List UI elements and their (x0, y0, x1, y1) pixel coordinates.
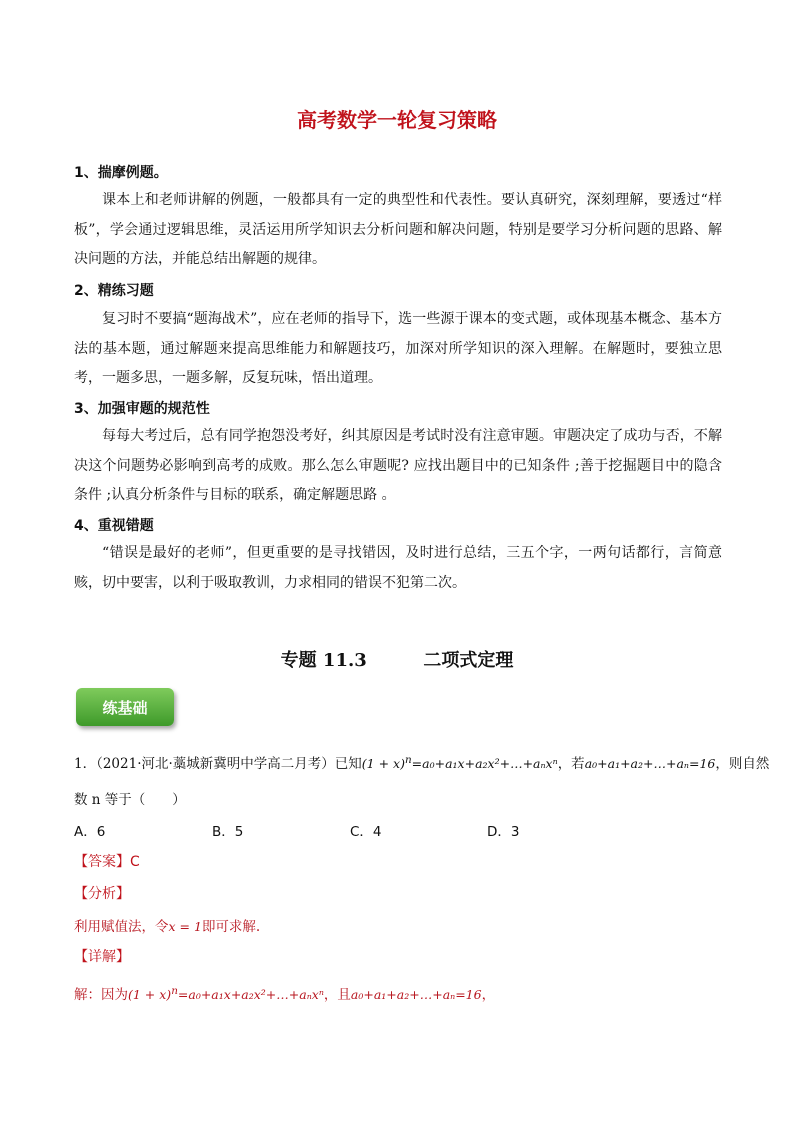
analysis-text-after: 即可求解. (201, 919, 261, 935)
option-c: C．4 (350, 824, 382, 840)
analysis-expression: x = 1 (168, 919, 202, 934)
analysis-text-before: 利用赋值法，令 (74, 919, 169, 935)
practice-basics-badge: 练基础 (76, 688, 174, 726)
answer-value: C (130, 854, 140, 870)
topic-name: 二项式定理 (423, 650, 514, 671)
expression-base: (1 + x) (361, 756, 405, 771)
topic-number: 专题 11.3 (280, 650, 367, 671)
condition-prefix: ，若 (557, 756, 585, 772)
section-heading-4: 4、重视错题 (74, 518, 154, 534)
question-1-line-1 (74, 752, 769, 772)
question-1-line-2: 数 n 等于（ ） (74, 792, 186, 808)
answer-line (74, 851, 140, 871)
detail-label: 【详解】 (74, 949, 130, 965)
expression-exponent: n (404, 753, 412, 766)
question-expression (361, 753, 558, 771)
detail-suffix: ， (481, 987, 496, 1003)
detail-expression-base: (1 + x) (128, 987, 172, 1002)
option-b: B．5 (212, 824, 244, 840)
topic-heading (0, 646, 794, 672)
section-heading-1: 1、揣摩例题。 (74, 165, 168, 181)
section-heading-3: 3、加强审题的规范性 (74, 401, 210, 417)
detail-prefix: 解：因为 (74, 987, 128, 1003)
detail-expression-exponent: n (171, 984, 178, 997)
analysis-text (74, 915, 260, 935)
detail-expansion: =a₀+a₁x+a₂x²+…+aₙxⁿ (177, 987, 324, 1002)
analysis-label: 【分析】 (74, 886, 130, 902)
detail-middle: ，且 (323, 987, 351, 1003)
section-heading-2: 2、精练习题 (74, 283, 154, 299)
condition: a₀+a₁+a₂+…+aₙ=16 (584, 756, 716, 771)
option-a: A．6 (74, 824, 106, 840)
detail-expression (128, 984, 324, 1002)
expansion: =a₀+a₁x+a₂x²+…+aₙxⁿ (411, 756, 558, 771)
document-title: 高考数学一轮复习策略 (297, 108, 497, 132)
condition-suffix: ，则自然 (715, 756, 770, 772)
section-body-3: 每每大考过后，总有同学抱怨没考好，纠其原因是考试时没有注意审题。审题决定了成功与否，不解决这个问题势必影响到高考的成败。那么怎么审题呢? 应找出题目中的已知条件 ;善于挖掘题目中的隐含条件 ;认真分析条件与目标的联系，确定解题思路 。 (74, 428, 722, 503)
question-prefix: 1．（2021·河北·藁城新冀明中学高二月考）已知 (74, 756, 362, 772)
option-d: D．3 (487, 824, 520, 840)
detail-line (74, 983, 495, 1003)
section-body-2: 复习时不要搞“题海战术”，应在老师的指导下，选一些源于课本的变式题，或体现基本概念、基本方法的基本题，通过解题来提高思维能力和解题技巧，加深对所学知识的深入理解。在解题时，要独立思考，一题多思，一题多解，反复玩味，悟出道理。 (74, 311, 722, 386)
section-body-4: “错误是最好的老师”，但更重要的是寻找错因，及时进行总结，三五个字，一两句话都行，言简意赅，切中要害，以利于吸取教训，力求相同的错误不犯第二次。 (74, 545, 722, 591)
section-body-1: 课本上和老师讲解的例题，一般都具有一定的典型性和代表性。要认真研究，深刻理解，要透过“样板”，学会通过逻辑思维，灵活运用所学知识去分析问题和解决问题，特别是要学习分析问题的思路、解决问题的方法，并能总结出解题的规律。 (74, 192, 722, 267)
answer-label: 【答案】 (74, 854, 130, 870)
detail-condition: a₀+a₁+a₂+…+aₙ=16 (350, 987, 482, 1002)
